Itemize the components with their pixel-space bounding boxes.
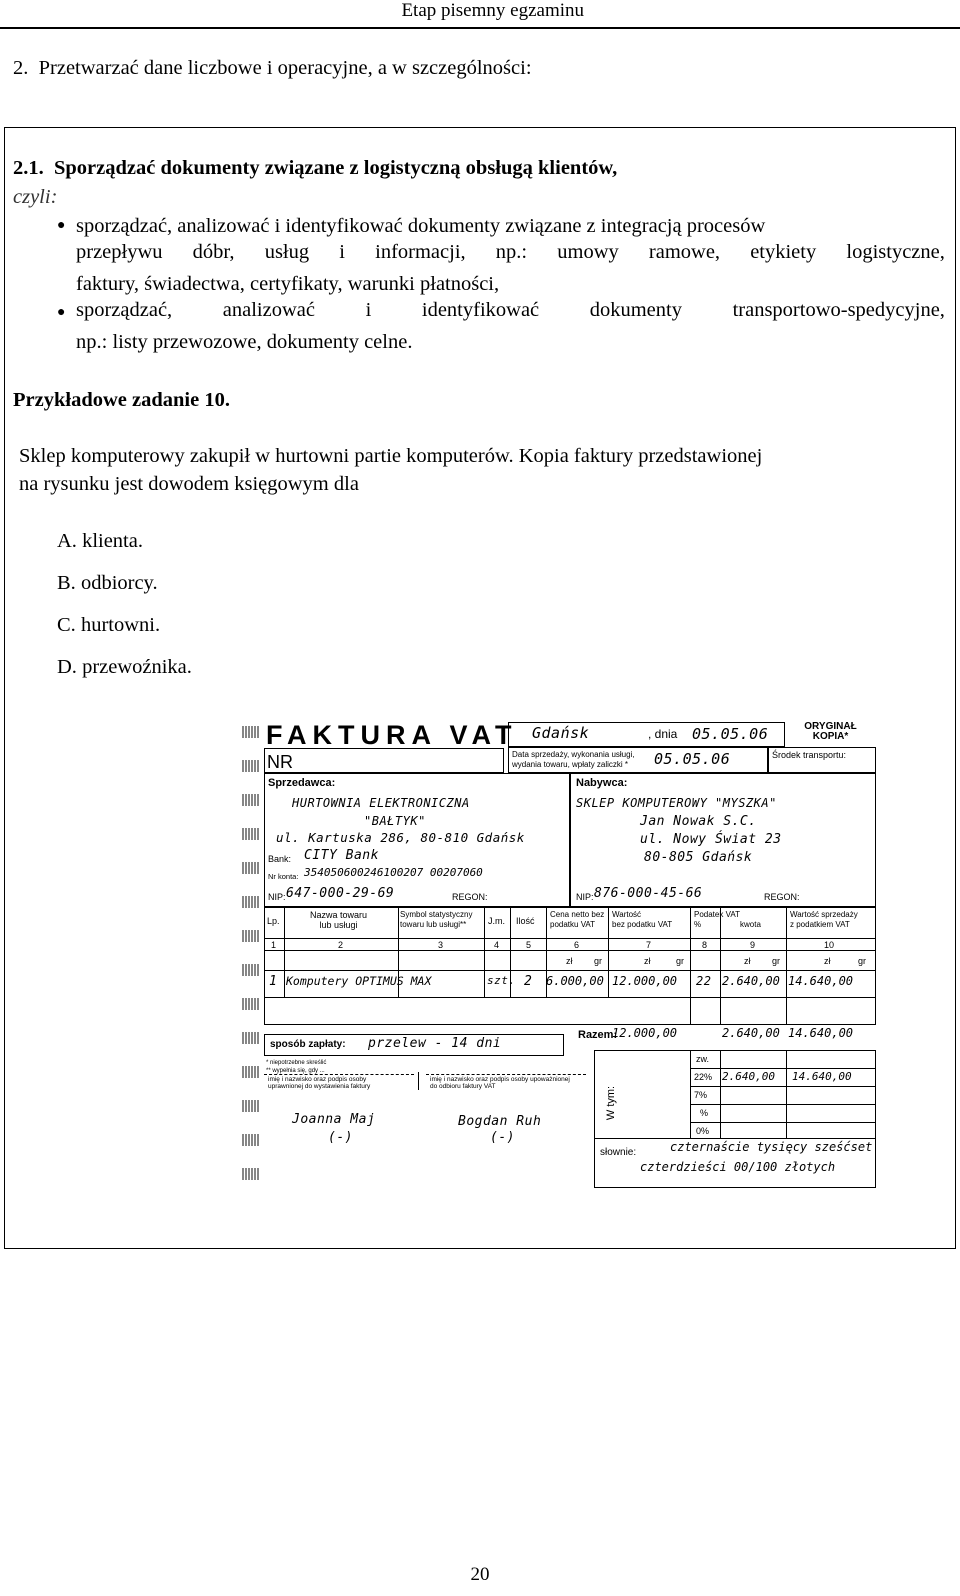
words-label: słownie: — [600, 1147, 637, 1158]
bullet-1-dot: ● — [57, 218, 66, 233]
payment-method: przelew - 14 dni — [368, 1036, 502, 1051]
col-gross: Wartość sprzedaży z podatkiem VAT — [790, 910, 858, 929]
original-copy-label: ORYGINAŁ KOPIA* — [804, 721, 857, 742]
option-letter: C. — [57, 614, 76, 636]
running-header: Etap pisemny egzaminu — [401, 0, 584, 21]
question-line-1: Sklep komputerowy zakupił w hurtowni partie komputerów. Kopia faktury przedstawionej — [19, 445, 763, 467]
buyer-name: SKLEP KOMPUTEROWY "MYSZKA" — [576, 796, 777, 810]
words-line-2: czterdzieści 00/100 złotych — [640, 1160, 836, 1174]
invoice-title: FAKTURA VAT — [266, 720, 518, 750]
col-num-6: 6 — [574, 940, 580, 950]
total-value: 12.000,00 — [612, 1026, 678, 1040]
seller-label: Sprzedawca: — [268, 777, 336, 789]
col-num-10: 10 — [824, 940, 835, 950]
row-price: 6.000,00 — [546, 974, 604, 988]
cur-gr-1: gr — [594, 956, 603, 966]
col-symbol: Symbol statystyczny towaru lub usługi** — [400, 910, 473, 929]
receiver-mark: (-) — [490, 1130, 515, 1145]
seller-account: 354050600246100207 00207060 — [304, 866, 483, 879]
objective-czyli: czyli: — [13, 186, 58, 208]
issuer-mark: (-) — [328, 1130, 353, 1145]
col-num-8: 8 — [702, 940, 708, 950]
col-jm: J.m. — [488, 916, 505, 926]
rate-pct: % — [700, 1108, 709, 1118]
row-lp: 1 — [269, 974, 278, 989]
rate-22-gross: 14.640,00 — [792, 1070, 852, 1083]
invoice-place: Gdańsk — [532, 724, 590, 742]
row-name: Komputery OPTIMUS MAX — [286, 974, 432, 988]
justified-word: np.: — [495, 241, 528, 263]
row-vat-pct: 22 — [696, 974, 712, 988]
seller-address: ul. Kartuska 286, 80-810 Gdańsk — [276, 830, 525, 845]
justified-word: umowy — [557, 241, 619, 263]
bullet-1-line-3: faktury, świadectwa, certyfikaty, warunki płatności, — [76, 273, 500, 295]
sale-date-label: Data sprzedaży, wykonania usługi, wydania towaru, wpłaty zaliczki * — [512, 750, 635, 769]
col-num-9: 9 — [750, 940, 756, 950]
issuer-caption: imię i nazwisko oraz podpis osoby uprawnionej do wystawienia faktury — [268, 1076, 371, 1090]
seller-name: HURTOWNIA ELEKTRONICZNA — [292, 796, 470, 810]
invoice-date-label: , dnia — [648, 727, 678, 741]
payment-label: sposób zapłaty: — [270, 1039, 346, 1050]
row-qty: 2 — [524, 974, 533, 989]
seller-regon-label: REGON: — [452, 892, 488, 902]
justified-word: etykiety — [750, 241, 817, 263]
option-b[interactable] — [57, 569, 158, 598]
header-rule — [0, 27, 960, 29]
option-d[interactable] — [57, 653, 192, 682]
option-text: klienta. — [82, 530, 143, 552]
cur-gr-2: gr — [676, 956, 685, 966]
invoice-side-strip — [240, 720, 262, 1192]
justified-word: transportowo-spedycyjne, — [732, 299, 945, 321]
option-text: hurtowni. — [80, 614, 161, 636]
bullet-1-line-2 — [76, 241, 945, 264]
account-label: Nr konta: — [268, 872, 299, 881]
bullet-2-line-2: np.: listy przewozowe, dokumenty celne. — [76, 331, 413, 353]
justified-word: dóbr, — [192, 241, 235, 263]
rate-22: 22% — [694, 1072, 713, 1082]
cur-gr-4: gr — [858, 956, 867, 966]
col-num-3: 3 — [438, 940, 444, 950]
option-letter: D. — [57, 656, 77, 678]
rate-7: 7% — [694, 1090, 708, 1100]
col-num-7: 7 — [646, 940, 652, 950]
col-name: Nazwa towaru lub usługi — [310, 910, 368, 930]
option-a[interactable] — [57, 527, 143, 556]
bullet-1-line-1: sporządzać, analizować i identyfikować dokumenty związane z integracją procesów — [76, 215, 766, 237]
footnote-2: ** wypełnia się, gdy ... — [266, 1068, 325, 1074]
task-title: Przykładowe zadanie 10. — [13, 389, 230, 411]
col-num-2: 2 — [338, 940, 344, 950]
col-vat-amount: kwota — [740, 920, 761, 929]
receiver-caption: imię i nazwisko oraz podpis osoby upoważnionej do odbioru faktury VAT — [430, 1076, 570, 1090]
option-letter: A. — [57, 530, 77, 552]
cur-zl-4: zł — [824, 956, 831, 966]
col-num-4: 4 — [494, 940, 500, 950]
receiver-signature: Bogdan Ruh — [458, 1114, 542, 1129]
justified-word: usług — [264, 241, 310, 263]
buyer-nip-label: NIP: — [576, 892, 594, 902]
col-num-5: 5 — [526, 940, 532, 950]
transport-label: Środek transportu: — [772, 750, 847, 760]
bank-label: Bank: — [268, 854, 292, 864]
invoice-date: 05.05.06 — [692, 725, 769, 743]
seller-nip-label: NIP: — [268, 892, 286, 902]
section-heading: 2. Przetwarzać dane liczbowe i operacyjne, a w szczególności: — [13, 57, 532, 79]
option-text: przewoźnika. — [82, 656, 192, 678]
row-gross: 14.640,00 — [788, 974, 854, 988]
row-value: 12.000,00 — [612, 974, 678, 988]
issuer-signature: Joanna Maj — [292, 1112, 376, 1127]
col-vat-pct: Podatek VAT % — [694, 910, 740, 929]
rate-22-vat: 2.640,00 — [722, 1070, 775, 1083]
option-letter: B. — [57, 572, 76, 594]
justified-word: i — [339, 241, 345, 263]
cur-zl-3: zł — [744, 956, 751, 966]
invoice-nr-label: NR — [267, 752, 293, 772]
buyer-address-2: 80-805 Gdańsk — [644, 850, 753, 865]
justified-word: analizować — [222, 299, 315, 321]
buyer-address-1: ul. Nowy Świat 23 — [640, 832, 782, 847]
invoice-nr-box — [264, 748, 504, 773]
seller-bank: CITY Bank — [304, 848, 379, 863]
page-number: 20 — [470, 1564, 490, 1585]
buyer-label: Nabywca: — [576, 777, 628, 789]
buyer-regon-label: REGON: — [764, 892, 800, 902]
question-line-2: na rysunku jest dowodem księgowym dla — [19, 473, 359, 495]
col-value: Wartość bez podatku VAT — [612, 910, 673, 929]
footnote-1: * niepotrzebne skreślić — [266, 1060, 327, 1066]
justified-word: logistyczne, — [846, 241, 945, 263]
justified-word: informacji, — [375, 241, 466, 263]
buyer-nip: 876-000-45-66 — [594, 886, 703, 901]
total-vat: 2.640,00 — [722, 1026, 780, 1040]
seller-nip: 647-000-29-69 — [286, 886, 395, 901]
col-qty: Ilość — [516, 916, 535, 926]
objective-title: 2.1. Sporządzać dokumenty związane z logistyczną obsługą klientów, — [13, 157, 618, 179]
option-text: odbiorcy. — [80, 572, 158, 594]
justified-word: sporządzać, — [76, 299, 173, 321]
seller-name-2: "BAŁTYK" — [364, 814, 426, 828]
total-gross: 14.640,00 — [788, 1026, 854, 1040]
cur-gr-3: gr — [772, 956, 781, 966]
col-num-1: 1 — [271, 940, 277, 950]
justified-word: identyfikować — [421, 299, 540, 321]
buyer-owner: Jan Nowak S.C. — [640, 814, 757, 829]
cur-zl-1: zł — [566, 956, 573, 966]
words-line-1: czternaście tysięcy sześćset — [670, 1140, 873, 1154]
row-vat-amount: 2.640,00 — [722, 974, 780, 988]
invoice-image — [240, 720, 880, 1192]
col-price: Cena netto bez podatku VAT — [550, 910, 605, 929]
justified-word: i — [365, 299, 372, 321]
bullet-2-line-1 — [76, 299, 945, 322]
row-jm: szt. — [487, 974, 516, 987]
rate-zw: zw. — [696, 1054, 710, 1064]
justified-word: dokumenty — [589, 299, 682, 321]
w-tym-label: W tym: — [605, 1085, 618, 1121]
cur-zl-2: zł — [644, 956, 651, 966]
rate-0: 0% — [696, 1126, 710, 1136]
justified-word: ramowe, — [648, 241, 721, 263]
total-label: Razem: — [578, 1029, 618, 1041]
option-c[interactable] — [57, 611, 160, 640]
col-lp: Lp. — [267, 916, 280, 926]
bullet-2-dot: ● — [57, 305, 66, 320]
sale-date: 05.05.06 — [654, 750, 731, 768]
justified-word: przepływu — [76, 241, 163, 263]
